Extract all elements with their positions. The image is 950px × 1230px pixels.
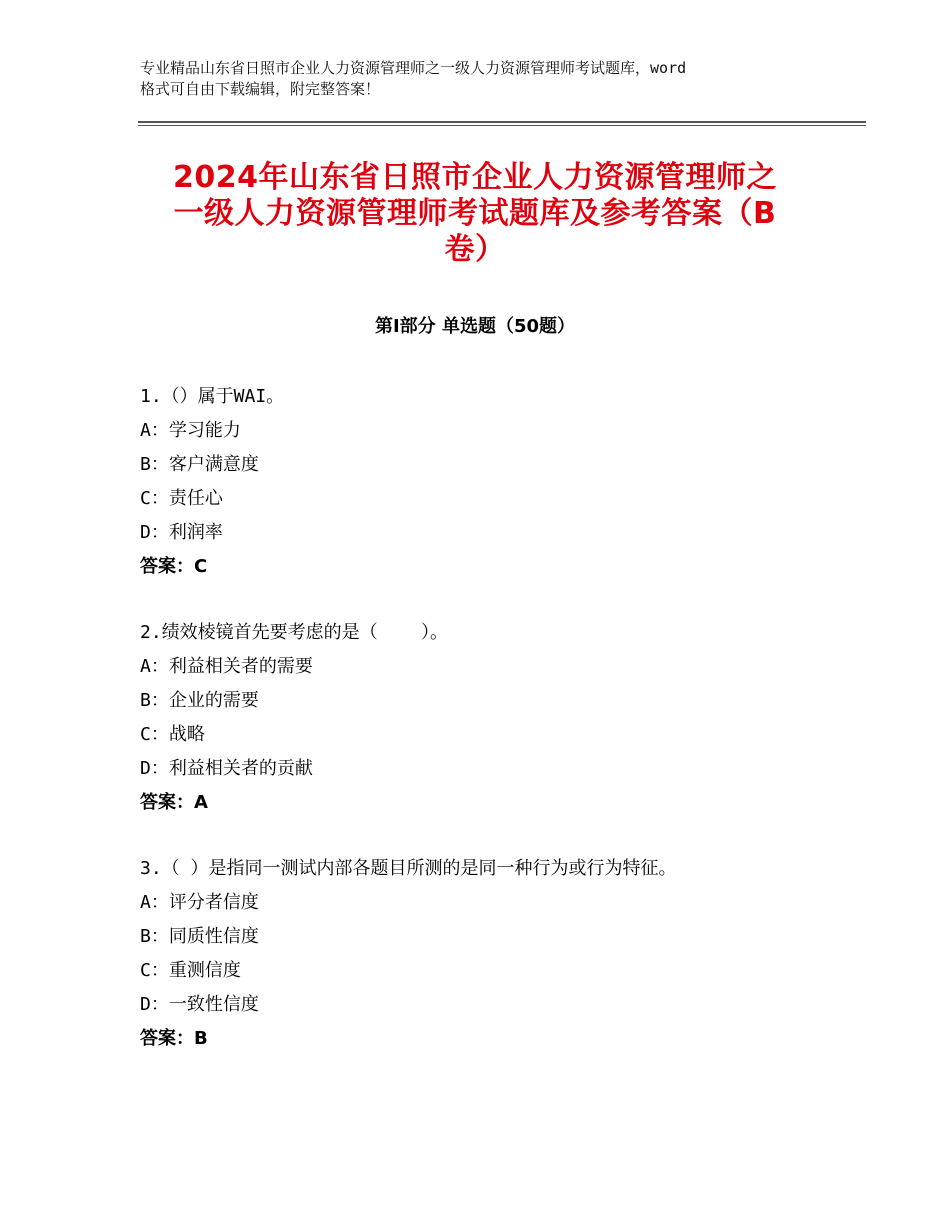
document-title-line: 一级人力资源管理师考试题库及参考答案（B bbox=[173, 196, 777, 231]
question-stem: 3.（ ）是指同一测试内部各题目所测的是同一种行为或行为特征。 bbox=[140, 858, 677, 879]
question-list bbox=[140, 380, 840, 1056]
option-a: A：学习能力 bbox=[140, 420, 241, 441]
option-b: B：客户满意度 bbox=[140, 454, 259, 475]
document-title-line: 卷） bbox=[444, 232, 506, 267]
option-c: C：战略 bbox=[140, 724, 205, 745]
option-c: C：重测信度 bbox=[140, 960, 241, 981]
option-d: D：利润率 bbox=[140, 522, 223, 543]
header-divider bbox=[138, 125, 866, 126]
document-title bbox=[135, 160, 815, 268]
answer-line: 答案：A bbox=[140, 792, 208, 813]
question-stem: 2.绩效棱镜首先要考虑的是（ ）。 bbox=[140, 622, 449, 643]
answer-line: 答案：C bbox=[140, 556, 208, 577]
section-heading: 第Ⅰ部分 单选题（50题） bbox=[374, 316, 575, 337]
option-d: D：利益相关者的贡献 bbox=[140, 758, 313, 779]
option-a: A：评分者信度 bbox=[140, 892, 259, 913]
document-title-line: 2024年山东省日照市企业人力资源管理师之 bbox=[173, 160, 777, 195]
answer-line: 答案：B bbox=[140, 1028, 208, 1049]
question-stem: 1.（）属于WAI。 bbox=[140, 386, 285, 407]
header-note-line: 专业精品山东省日照市企业人力资源管理师之一级人力资源管理师考试题库，word bbox=[140, 59, 687, 77]
question-block bbox=[140, 380, 840, 584]
option-b: B：企业的需要 bbox=[140, 690, 259, 711]
question-block bbox=[140, 616, 840, 820]
option-c: C：责任心 bbox=[140, 488, 223, 509]
header-divider bbox=[138, 121, 866, 123]
question-block bbox=[140, 852, 840, 1056]
option-d: D：一致性信度 bbox=[140, 994, 259, 1015]
header-note-line: 格式可自由下载编辑，附完整答案！ bbox=[140, 80, 381, 98]
option-a: A：利益相关者的需要 bbox=[140, 656, 313, 677]
option-b: B：同质性信度 bbox=[140, 926, 259, 947]
header-note bbox=[140, 58, 830, 100]
